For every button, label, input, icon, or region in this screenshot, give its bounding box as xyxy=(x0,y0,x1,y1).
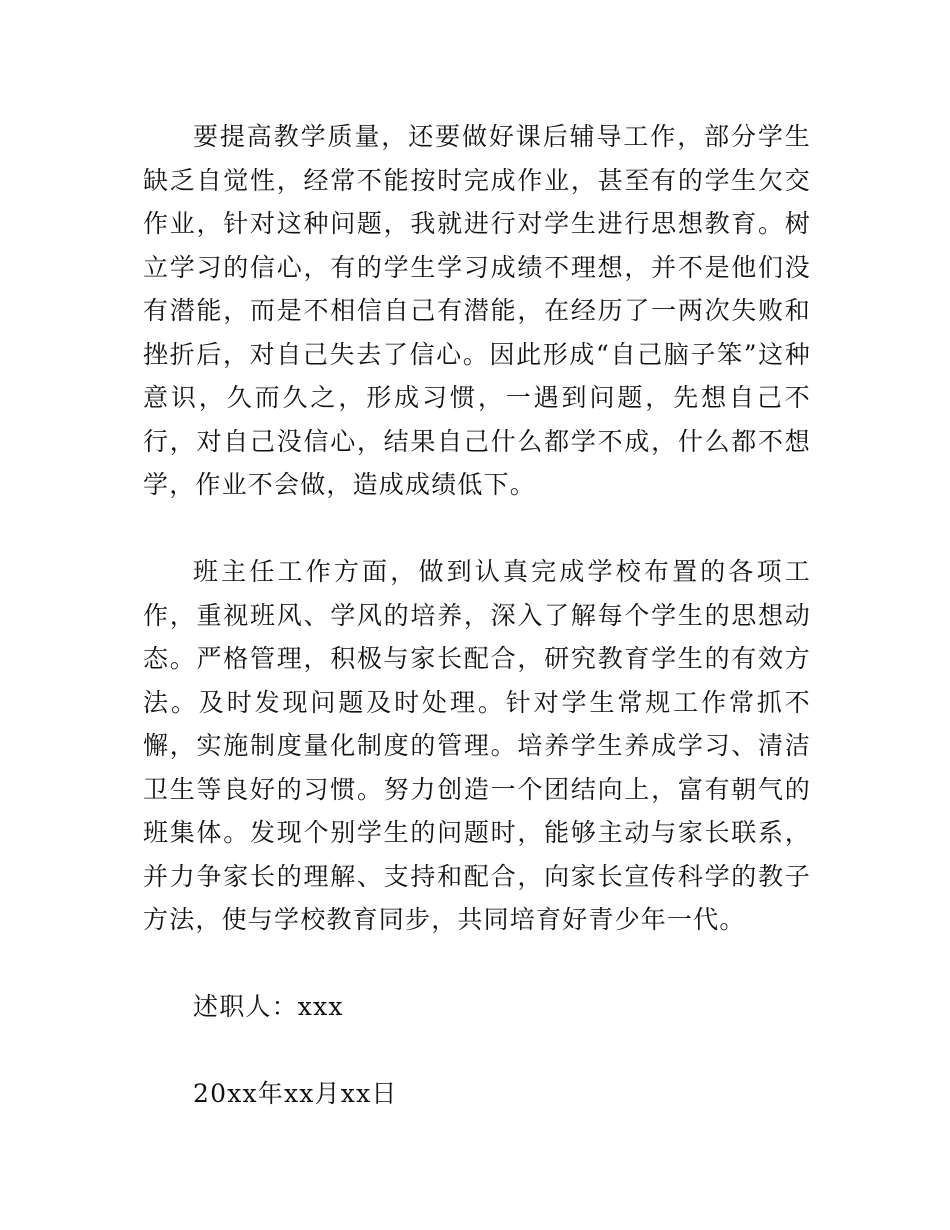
signature-line: 述职人：xxx xyxy=(193,992,344,1021)
date-line: 20xx年xx月xx日 xyxy=(193,1079,398,1108)
paragraph-tutoring: 要提高教学质量，还要做好课后辅导工作，部分学生缺乏自觉性，经常不能按时完成作业，甚至有的学生欠交作业，针对这种问题，我就进行对学生进行思想教育。树立学习的信心，有的学生学习成绩不理想，并不是他们没有潜能，而是不相信自己有潜能，在经历了一两次失败和挫折后，对自己失去了信心。因此形成“自己脑子笨”这种意识，久而久之，形成习惯，一遇到问题，先想自己不行，对自己没信心，结果自己什么都学不成，什么都不想学，作业不会做，造成成绩低下。 xyxy=(143,122,811,499)
document-body xyxy=(143,115,811,1116)
paragraph-spacer xyxy=(143,1029,811,1073)
paragraph-spacer xyxy=(143,507,811,551)
paragraph-spacer xyxy=(143,942,811,986)
paragraph-class-teacher-work: 班主任工作方面，做到认真完成学校布置的各项工作，重视班风、学风的培养，深入了解每个学生的思想动态。严格管理，积极与家长配合，研究教育学生的有效方法。及时发现问题及时处理。针对学生常规工作常抓不懈，实施制度量化制度的管理。培养学生养成学习、清洁卫生等良好的习惯。努力创造一个团结向上，富有朝气的班集体。发现个别学生的问题时，能够主动与家长联系，并力争家长的理解、支持和配合，向家长宣传科学的教子方法，使与学校教育同步，共同培育好青少年一代。 xyxy=(143,557,811,934)
